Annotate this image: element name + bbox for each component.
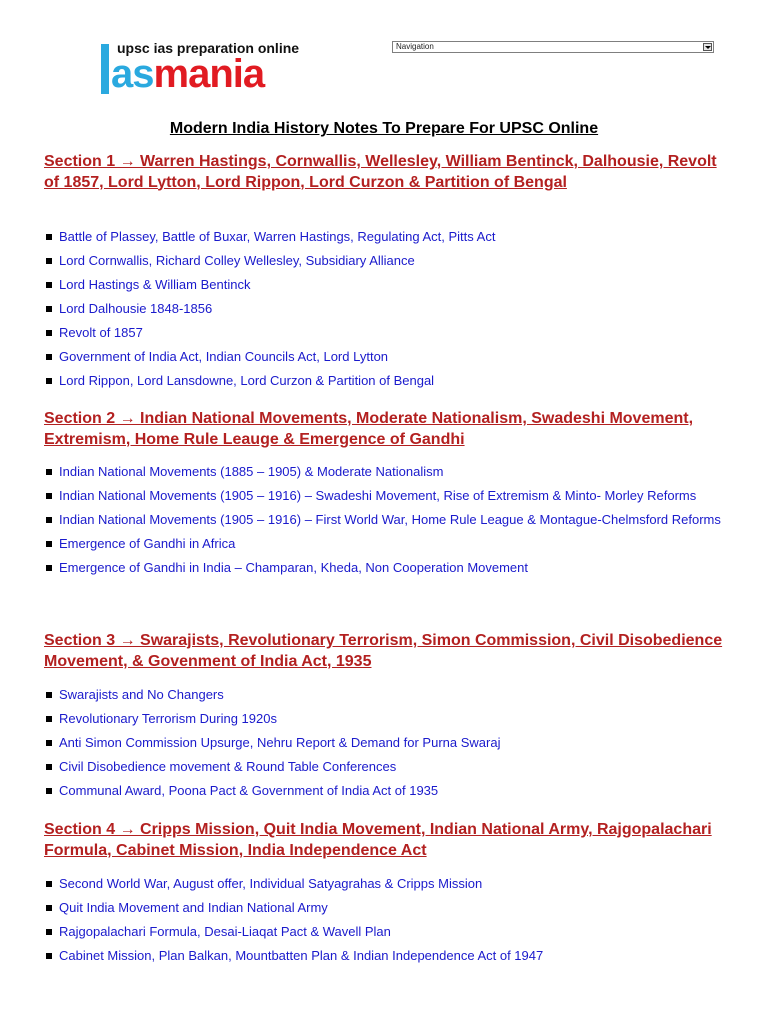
square-bullet-icon (46, 788, 52, 794)
list-item-link[interactable]: Lord Cornwallis, Richard Colley Wellesley, Subsidiary Alliance (59, 253, 415, 268)
list-item-link[interactable]: Lord Dalhousie 1848-1856 (59, 301, 213, 316)
list-item-link[interactable]: Indian National Movements (1885 – 1905) & Moderate Nationalism (59, 464, 444, 479)
logo-i-bar (101, 44, 109, 94)
square-bullet-icon (46, 881, 52, 887)
list-item-link[interactable]: Second World War, August offer, Individual Satyagrahas & Cripps Mission (59, 876, 483, 891)
logo-mania: mania (153, 52, 265, 96)
section-3-list (44, 686, 734, 806)
square-bullet-icon (46, 517, 52, 523)
list-item[interactable] (44, 947, 734, 965)
list-item[interactable] (44, 559, 734, 577)
square-bullet-icon (46, 692, 52, 698)
navigation-selected-value: Navigation (396, 42, 434, 51)
list-item-link[interactable]: Cabinet Mission, Plan Balkan, Mountbatten Plan & Indian Independence Act of 1947 (59, 948, 544, 963)
list-item-link[interactable]: Revolutionary Terrorism During 1920s (59, 711, 277, 726)
square-bullet-icon (46, 282, 52, 288)
square-bullet-icon (46, 354, 52, 360)
list-item[interactable] (44, 252, 734, 270)
list-item[interactable] (44, 324, 734, 342)
list-item[interactable] (44, 463, 734, 481)
list-item[interactable] (44, 734, 734, 752)
square-bullet-icon (46, 905, 52, 911)
square-bullet-icon (46, 764, 52, 770)
square-bullet-icon (46, 306, 52, 312)
list-item[interactable] (44, 300, 734, 318)
list-item[interactable] (44, 686, 734, 704)
square-bullet-icon (46, 929, 52, 935)
list-item-link[interactable]: Anti Simon Commission Upsurge, Nehru Report & Demand for Purna Swaraj (59, 735, 501, 750)
list-item-link[interactable]: Rajgopalachari Formula, Desai-Liaqat Pact & Wavell Plan (59, 924, 391, 939)
list-item[interactable] (44, 276, 734, 294)
list-item[interactable] (44, 511, 734, 529)
square-bullet-icon (46, 469, 52, 475)
square-bullet-icon (46, 740, 52, 746)
list-item[interactable] (44, 372, 734, 390)
section-4-list (44, 875, 734, 971)
list-item[interactable] (44, 710, 734, 728)
list-item-link[interactable]: Swarajists and No Changers (59, 687, 224, 702)
section-3-heading-link[interactable]: Section 3 → Swarajists, Revolutionary Terrorism, Simon Commission, Civil Disobedience Movement, & Govenment of India Act, 1935 (44, 632, 723, 670)
list-item-link[interactable]: Indian National Movements (1905 – 1916) – First World War, Home Rule League & Montague-Chelmsford Reforms (59, 512, 721, 527)
square-bullet-icon (46, 953, 52, 959)
square-bullet-icon (46, 234, 52, 240)
list-item-link[interactable]: Lord Rippon, Lord Lansdowne, Lord Curzon & Partition of Bengal (59, 373, 435, 388)
list-item[interactable] (44, 228, 734, 246)
section-2-list (44, 463, 734, 583)
list-item[interactable] (44, 782, 734, 800)
section-4-heading-link[interactable]: Section 4 → Cripps Mission, Quit India Movement, Indian National Army, Rajgopalachari Formula, Cabinet Mission, India Independence Act (44, 821, 712, 859)
list-item[interactable] (44, 923, 734, 941)
square-bullet-icon (46, 258, 52, 264)
list-item-link[interactable]: Emergence of Gandhi in India – Champaran, Kheda, Non Cooperation Movement (59, 560, 529, 575)
square-bullet-icon (46, 330, 52, 336)
square-bullet-icon (46, 493, 52, 499)
list-item-link[interactable]: Emergence of Gandhi in Africa (59, 536, 236, 551)
logo-wordmark (111, 54, 264, 94)
square-bullet-icon (46, 541, 52, 547)
list-item-link[interactable]: Indian National Movements (1905 – 1916) – Swadeshi Movement, Rise of Extremism & Minto- Morley Reforms (59, 488, 697, 503)
page-title: Modern India History Notes To Prepare For UPSC Online (169, 120, 599, 137)
list-item[interactable] (44, 348, 734, 366)
list-item-link[interactable]: Lord Hastings & William Bentinck (59, 277, 251, 292)
list-item[interactable] (44, 758, 734, 776)
section-1-heading-link[interactable]: Section 1 → Warren Hastings, Cornwallis, Wellesley, William Bentinck, Dalhousie, Revolt of 1857, Lord Lytton, Lord Rippon, Lord Curzon & Partition of Bengal (44, 153, 717, 191)
list-item[interactable] (44, 899, 734, 917)
navigation-dropdown[interactable] (392, 41, 714, 53)
list-item-link[interactable]: Communal Award, Poona Pact & Government of India Act of 1935 (59, 783, 439, 798)
list-item-link[interactable]: Battle of Plassey, Battle of Buxar, Warren Hastings, Regulating Act, Pitts Act (59, 229, 496, 244)
chevron-down-icon[interactable] (703, 43, 712, 51)
list-item[interactable] (44, 535, 734, 553)
list-item-link[interactable]: Government of India Act, Indian Councils Act, Lord Lytton (59, 349, 389, 364)
square-bullet-icon (46, 378, 52, 384)
list-item[interactable] (44, 875, 734, 893)
list-item-link[interactable]: Quit India Movement and Indian National Army (59, 900, 328, 915)
section-1-list (44, 228, 734, 396)
logo-tagline: upsc ias preparation online (117, 40, 300, 56)
list-item-link[interactable]: Civil Disobedience movement & Round Table Conferences (59, 759, 397, 774)
logo-as: as (111, 52, 154, 96)
list-item[interactable] (44, 487, 734, 505)
site-logo[interactable] (101, 40, 321, 96)
square-bullet-icon (46, 716, 52, 722)
square-bullet-icon (46, 565, 52, 571)
list-item-link[interactable]: Revolt of 1857 (59, 325, 143, 340)
section-2-heading-link[interactable]: Section 2 → Indian National Movements, Moderate Nationalism, Swadeshi Movement, Extremism, Home Rule Leauge & Emergence of Gandhi (44, 410, 694, 448)
